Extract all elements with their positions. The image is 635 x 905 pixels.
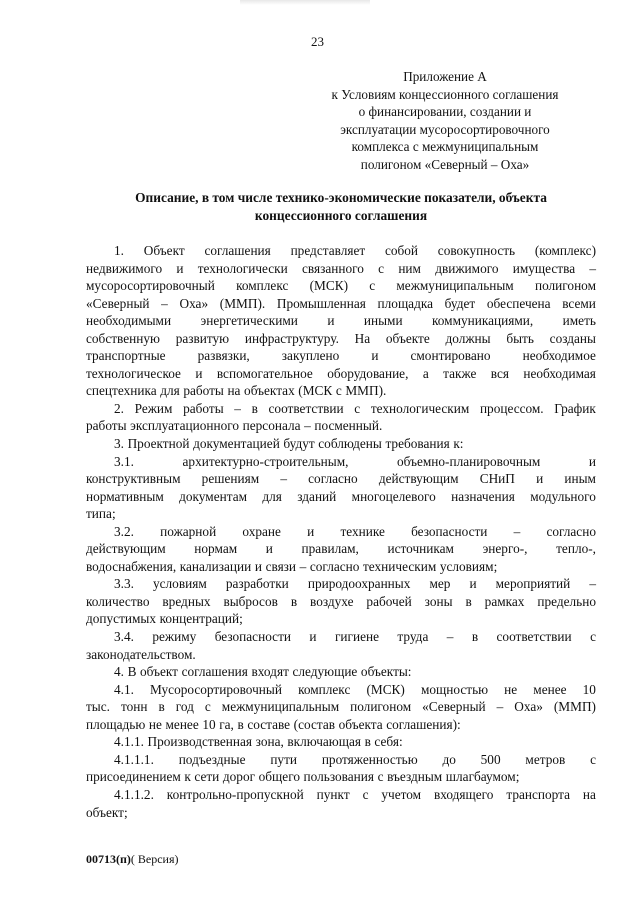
- text-line: 3. Проектной документацией будут соблюдены требования к:: [114, 436, 464, 452]
- text-line: допустимых концентраций;: [86, 611, 243, 627]
- page-number: 23: [311, 34, 324, 49]
- title-line: Описание, в том числе технико-экономические показатели, объекта: [135, 190, 547, 205]
- text-line: 3.4. режиму безопасности и гигиене труда – в соответствии с: [114, 629, 596, 645]
- text-line: 4.1. Мусоросортировочный комплекс (МСК) мощностью не менее 10: [114, 681, 596, 697]
- text-line: площадью не менее 10 га, в составе (состав объекта соглашения):: [86, 716, 461, 732]
- appendix-line: эксплуатации мусоросортировочного: [340, 121, 550, 137]
- text-line: мусоросортировочный комплекс (МСК) с межмуниципальным полигоном: [86, 278, 596, 294]
- appendix-header: [300, 68, 590, 173]
- appendix-line: комплекса с межмуниципальным: [351, 139, 539, 154]
- document-version: ( Версия): [130, 852, 179, 866]
- text-line: 3.3. условиям разработки природоохранных мер и мероприятий –: [114, 576, 596, 592]
- title-line: концессионного соглашения: [254, 208, 428, 223]
- document-title: [86, 189, 596, 225]
- text-line: присоединением к сети дорог общего пользования с въездным шлагбаумом;: [86, 769, 520, 785]
- text-line: действующим нормам и правилам, источникам энерго-, тепло-,: [86, 541, 596, 557]
- text-line: тыс. тонн в год с межмуниципальным полигоном «Северный – Оха» (ММП): [86, 699, 596, 715]
- text-line: спецтехника для работы на объектах (МСК с ММП).: [86, 383, 387, 399]
- text-line: законодательством.: [86, 646, 196, 662]
- text-line: типа;: [86, 506, 116, 522]
- text-line: нормативным документам для зданий многоцелевого назначения модульного: [86, 488, 596, 504]
- text-line: 4.1.1.2. контрольно-пропускной пункт с учетом входящего транспорта на: [114, 786, 596, 802]
- text-line: объект;: [86, 804, 128, 820]
- scan-artifact: [240, 0, 370, 5]
- text-line: 2. Режим работы – в соответствии с технологическим процессом. График: [114, 400, 596, 416]
- document-code: 00713(п): [86, 852, 131, 866]
- appendix-line: о финансировании, создании и: [358, 104, 532, 119]
- text-line: 1. Объект соглашения представляет собой совокупность (комплекс): [114, 243, 596, 258]
- text-line: работы эксплуатационного персонала – посменный.: [86, 418, 383, 434]
- appendix-line: Приложение А: [403, 69, 487, 84]
- appendix-line: полигоном «Северный – Оха»: [360, 156, 530, 172]
- text-line: «Северный – Оха» (ММП). Промышленная площадка будет обеспечена всеми: [86, 295, 596, 311]
- text-line: конструктивным решениям – согласно действующим СНиП и иным: [86, 471, 596, 487]
- text-line: 3.2. пожарной охране и технике безопасности – согласно: [114, 523, 596, 539]
- text-line: количество вредных выбросов в воздухе рабочей зоны в рамках предельно: [86, 593, 596, 609]
- text-line: 4. В объект соглашения входят следующие объекты:: [114, 664, 412, 680]
- text-line: 3.1. архитектурно-строительным, объемно-планировочным и: [114, 453, 596, 469]
- text-line: 4.1.1.1. подъездные пути протяженностью до 500 метров с: [114, 751, 596, 767]
- text-line: водоснабжения, канализации и связи – согласно техническим условиям;: [86, 558, 498, 574]
- document-body: [86, 242, 596, 821]
- text-line: транспортные развязки, закуплено и смонтировано необходимое: [86, 348, 596, 364]
- appendix-line: к Условиям концессионного соглашения: [331, 86, 559, 102]
- text-line: технологическое и вспомогательное оборудование, а также вся необходимая: [86, 365, 596, 381]
- footer: [86, 852, 179, 867]
- text-line: собственную развитую инфраструктуру. На объекте должны быть созданы: [86, 330, 596, 346]
- text-line: недвижимого и технологически связанного с ним движимого имущества –: [86, 260, 596, 276]
- text-line: 4.1.1. Производственная зона, включающая в себя:: [114, 734, 403, 750]
- text-line: необходимыми энергетическими и иными коммуникациями, иметь: [86, 313, 596, 329]
